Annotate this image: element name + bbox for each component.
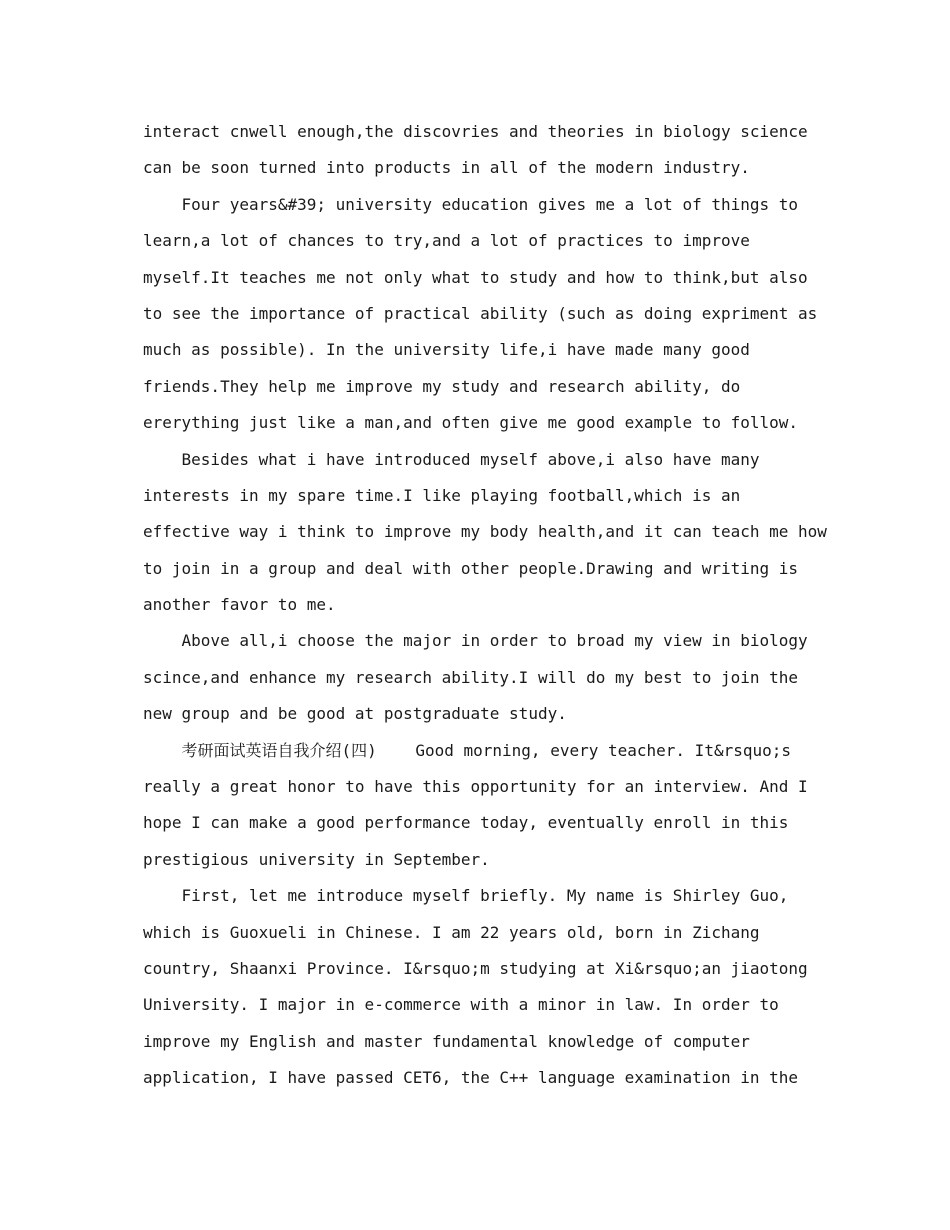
text-line: another favor to me. <box>143 595 336 615</box>
text-line: interests in my spare time.I like playing football,which is an <box>143 485 741 505</box>
text-line: improve my English and master fundamental knowledge of computer <box>143 1031 750 1051</box>
text-line: to see the importance of practical ability (such as doing expriment as <box>143 303 818 323</box>
document-body <box>143 114 827 1097</box>
text-line: interact cnwell enough,the discovries and theories in biology science <box>143 122 808 141</box>
text-line: First, let me introduce myself briefly. My name is Shirley Guo, <box>143 886 789 906</box>
text-line: country, Shaanxi Province. I&rsquo;m studying at Xi&rsquo;an jiaotong <box>143 958 808 978</box>
text-line: prestigious university in September. <box>143 849 490 869</box>
text-line: Besides what i have introduced myself above,i also have many <box>143 449 760 469</box>
text-line: effective way i think to improve my body health,and it can teach me how <box>143 522 827 542</box>
text-line: can be soon turned into products in all of the modern industry. <box>143 158 750 178</box>
text-line: myself.It teaches me not only what to study and how to think,but also <box>143 267 808 287</box>
text-line: hope I can make a good performance today, eventually enroll in this <box>143 813 789 833</box>
text-line: ererything just like a man,and often give me good example to follow. <box>143 413 799 433</box>
text-line: learn,a lot of chances to try,and a lot of practices to improve <box>143 231 750 251</box>
text-line: University. I major in e-commerce with a minor in law. In order to <box>143 995 779 1015</box>
text-line: Above all,i choose the major in order to broad my view in biology <box>143 631 808 651</box>
text-line: Four years&#39; university education gives me a lot of things to <box>143 194 799 214</box>
text-line: new group and be good at postgraduate study. <box>143 704 567 724</box>
text-line: 考研面试英语自我介绍(四) Good morning, every teacher. It&rsquo;s <box>143 740 792 760</box>
text-line: to join in a group and deal with other people.Drawing and writing is <box>143 558 799 578</box>
text-line: friends.They help me improve my study and research ability, do <box>143 376 741 396</box>
text-line: much as possible). In the university life,i have made many good <box>143 340 750 360</box>
text-line: application, I have passed CET6, the C++ language examination in the <box>143 1068 799 1088</box>
text-line: scince,and enhance my research ability.I will do my best to join the <box>143 667 799 687</box>
text-line: which is Guoxueli in Chinese. I am 22 years old, born in Zichang <box>143 922 760 942</box>
text-line: really a great honor to have this opportunity for an interview. And I <box>143 777 808 797</box>
